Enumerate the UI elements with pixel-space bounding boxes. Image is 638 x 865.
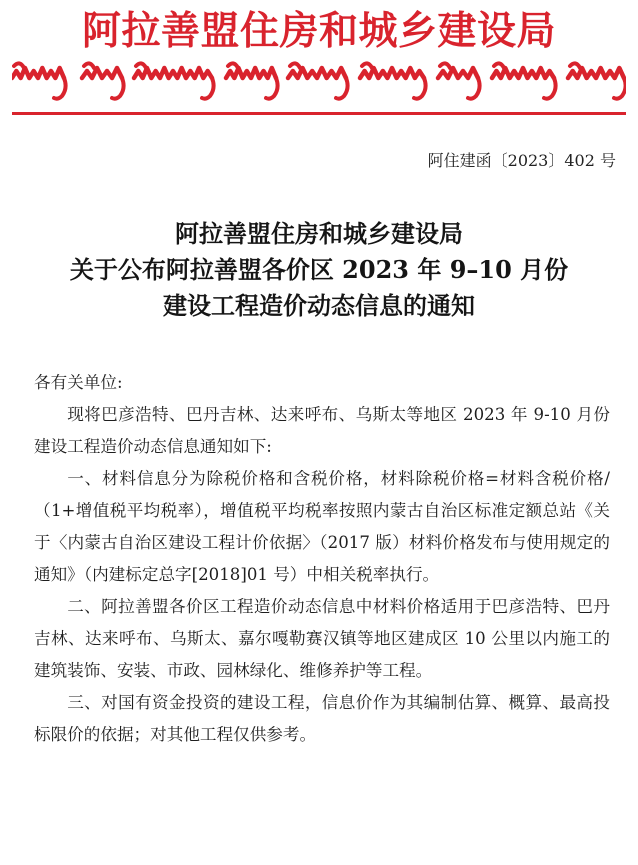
script-glyph bbox=[360, 63, 426, 98]
letterhead-title: 阿拉善盟住房和城乡建设局 bbox=[81, 8, 556, 54]
script-glyph bbox=[226, 63, 278, 98]
script-glyph bbox=[12, 63, 66, 98]
heading-line-3: 建设工程造价动态信息的通知 bbox=[163, 291, 475, 320]
script-glyph bbox=[568, 63, 626, 98]
paragraph-intro: 现将巴彦浩特、巴丹吉林、达来呼布、乌斯太等地区 2023 年 9-10 月份建设工程造价动态信息通知如下: bbox=[34, 405, 610, 456]
paragraph-item-3: 三、对国有资金投资的建设工程，信息价作为其编制估算、概算、最高投标限价的依据；对其他工程仅供参考。 bbox=[34, 693, 610, 744]
paragraph-item-2: 二、阿拉善盟各价区工程造价动态信息中材料价格适用于巴彦浩特、巴丹吉林、达来呼布、乌斯太、嘉尔嘎勒赛汉镇等地区建成区 10 公里以内施工的建筑装饰、安装、市政、园林绿化、维修养护等工程。 bbox=[34, 597, 610, 680]
heading-line-2: 关于公布阿拉善盟各价区 2023 年 9–10 月份 bbox=[69, 255, 569, 284]
mongolian-script-logo bbox=[12, 58, 626, 102]
paragraph-item-1: 一、材料信息分为除税价格和含税价格，材料除税价格=材料含税价格/（1+增值税平均税率），增值税平均税率按照内蒙古自治区标准定额总站《关于〈内蒙古自治区建设工程计价依据〉（2017 版）材料价格发布与使用规定的通知》（内建标定总字[2018]01 号）中相关税率执行。 bbox=[34, 469, 610, 584]
notice-body bbox=[34, 367, 610, 751]
heading-line-1: 阿拉善盟住房和城乡建设局 bbox=[175, 219, 463, 248]
script-glyph bbox=[82, 63, 124, 98]
script-glyph bbox=[492, 63, 556, 98]
addressee: 各有关单位: bbox=[34, 373, 123, 392]
script-glyph bbox=[438, 63, 480, 98]
document-number: 阿住建函〔2023〕402 号 bbox=[427, 151, 616, 170]
script-glyph bbox=[288, 63, 348, 98]
notice-heading bbox=[0, 216, 638, 324]
script-glyph bbox=[134, 63, 214, 98]
letterhead-divider bbox=[12, 112, 626, 115]
